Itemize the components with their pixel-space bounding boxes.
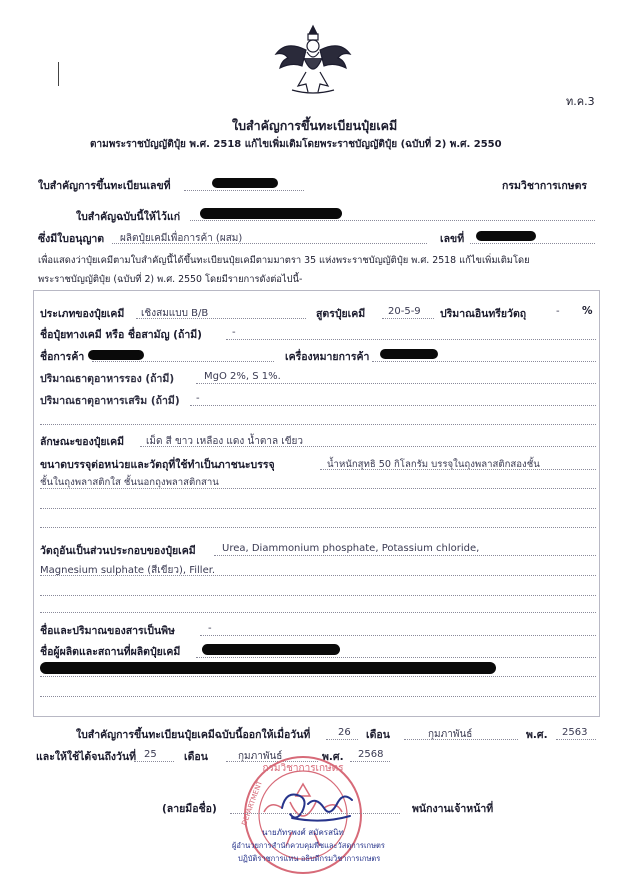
trade-name-label: ชื่อการค้า [40,351,85,363]
stamp-text: กรมวิชาการเกษตร [262,763,344,774]
issued-to-label: ใบสำคัญฉบับนี้ให้ไว้แก่ [76,211,181,223]
ingredients-label: วัตถุอันเป็นส่วนประกอบของปุ๋ยเคมี [40,545,196,557]
form-code: ท.ค.3 [566,95,595,108]
formula-label: สูตรปุ๋ยเคมี [316,308,366,320]
stamp-text-en: DEPARTMENT [240,779,264,827]
fertilizer-type-value: เชิงสมแบบ B/B [141,308,209,319]
redacted-trademark [380,349,438,359]
signer-position: ผู้อำนวยการสำนักควบคุมพืชและวัสดุการเกษตร [232,841,385,850]
formula-value: 20-5-9 [388,306,421,317]
license-number-label: เลขที่ [440,233,465,245]
valid-day: 25 [144,749,157,760]
garuda-emblem-icon [272,22,354,98]
ingredients-value-line-1: Urea, Diammonium phosphate, Potassium chloride, [222,543,480,554]
redacted-trade-name [88,350,144,360]
issued-day: 26 [338,727,351,738]
valid-month-label: เดือน [184,751,208,763]
organic-matter-value: - [556,306,560,317]
registration-number-label: ใบสำคัญการขึ้นทะเบียนเลขที่ [38,180,171,192]
toxic-substances-value: - [208,623,212,634]
redacted-license-number [476,231,536,241]
secondary-nutrients-value: MgO 2%, S 1%. [204,371,281,382]
valid-year: 2568 [358,749,384,760]
issued-date-label: ใบสำคัญการขึ้นทะเบียนปุ๋ยเคมีฉบับนี้ออกให้เมื่อวันที่ [76,729,311,741]
license-label: ซึ่งมีใบอนุญาต [38,233,105,245]
trademark-label: เครื่องหมายการค้า [285,351,370,363]
micronutrients-label: ปริมาณธาตุอาหารเสริม (ถ้ามี) [40,395,180,407]
valid-year-label: พ.ศ. [322,751,344,763]
secondary-nutrients-label: ปริมาณธาตุอาหารรอง (ถ้ามี) [40,373,175,385]
appearance-label: ลักษณะของปุ๋ยเคมี [40,436,125,448]
issued-month: กุมภาพันธ์ [428,729,473,740]
document-subtitle: ตามพระราชบัญญัติปุ๋ย พ.ศ. 2518 แก้ไขเพิ่มเติมโดยพระราชบัญญัติปุ๋ย (ฉบับที่ 2) พ.ศ. 2550 [90,139,502,150]
packaging-value-line-1: น้ำหนักสุทธิ 50 กิโลกรัม บรรจุในถุงพลาสติกสองชั้น [327,459,540,470]
fertilizer-type-label: ประเภทของปุ๋ยเคมี [40,308,125,320]
toxic-substances-label: ชื่อและปริมาณของสารเป็นพิษ [40,625,175,637]
issued-year: 2563 [562,727,588,738]
issued-month-label: เดือน [366,729,390,741]
statement-line-2: พระราชบัญญัติปุ๋ย (ฉบับที่ 2) พ.ศ. 2550 โดยมีรายการดังต่อไปนี้- [38,274,303,285]
producer-label: ชื่อผู้ผลิตและสถานที่ผลิตปุ๋ยเคมี [40,646,181,658]
organic-matter-label: ปริมาณอินทรียวัตถุ [440,308,527,320]
signer-acting-for: ปฏิบัติราชการแทน อธิบดีกรมวิชาการเกษตร [238,854,381,863]
ingredients-value-line-2: Magnesium sulphate (สีเขียว), Filler. [40,565,216,576]
appearance-value: เม็ด สี ขาว เหลือง แดง น้ำตาล เขียว [146,436,304,447]
department-name: กรมวิชาการเกษตร [502,180,588,192]
issued-year-label: พ.ศ. [526,729,548,741]
handwritten-signature [272,778,358,830]
margin-mark [58,62,59,86]
packaging-label: ขนาดบรรจุต่อหน่วยและวัตถุที่ใช้ทำเป็นภาชนะบรรจุ [40,459,275,471]
statement-line-1: เพื่อแสดงว่าปุ๋ยเคมีตามใบสำคัญนี้ได้ขึ้นทะเบียนปุ๋ยเคมีตามมาตรา 35 แห่งพระราชบัญญัติปุ๋ย พ.ศ. 2518 แก้ไขเพิ่มเติมโดย [38,255,530,266]
license-value: ผลิตปุ๋ยเคมีเพื่อการค้า (ผสม) [120,233,243,244]
officer-label: พนักงานเจ้าหน้าที่ [412,803,494,815]
micronutrients-value: - [196,393,200,404]
signer-name: นายภัทรพงศ์ สมัครสนิท [262,828,344,837]
valid-until-label: และให้ใช้ได้จนถึงวันที่ [36,751,137,763]
signature-label: (ลายมือชื่อ) [162,803,217,815]
redacted-company-name [200,208,342,219]
packaging-value-line-2: ชั้นในถุงพลาสติกใส ชั้นนอกถุงพลาสติกสาน [40,477,219,488]
redacted-registration-number [212,178,278,188]
redacted-producer-address [40,662,496,674]
chemical-name-value: - [232,327,236,338]
document-title: ใบสำคัญการขึ้นทะเบียนปุ๋ยเคมี [232,118,398,133]
redacted-producer-name [202,644,340,655]
valid-month: กุมภาพันธ์ [238,751,283,762]
organic-matter-unit: % [582,305,593,317]
chemical-name-label: ชื่อปุ๋ยทางเคมี หรือ ชื่อสามัญ (ถ้ามี) [40,329,202,341]
